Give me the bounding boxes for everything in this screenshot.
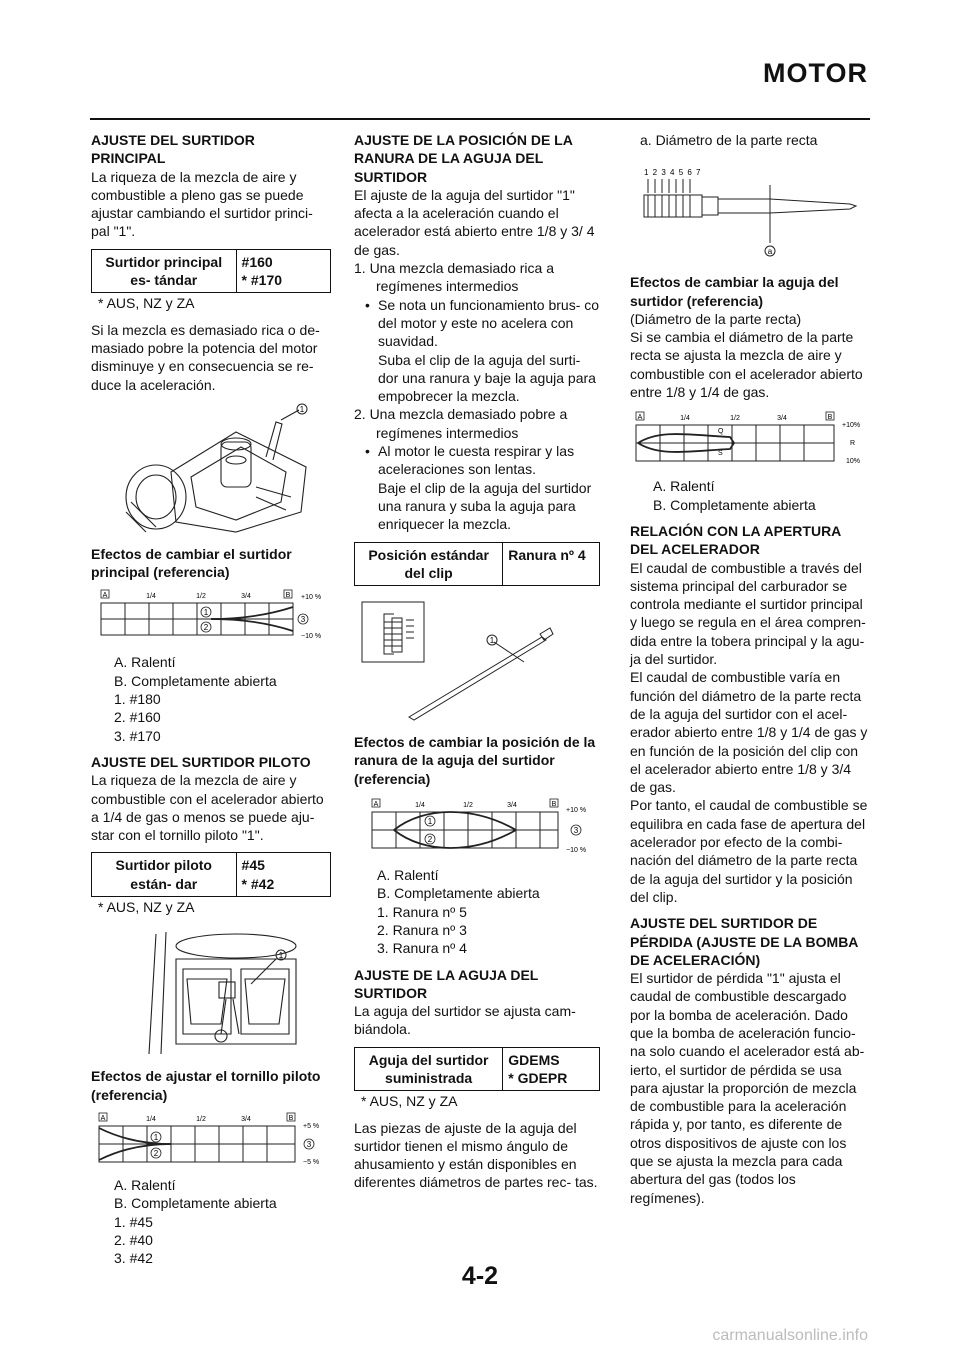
- main-jet-text: La riqueza de la mezcla de aire y combustible a pleno gas se puede ajustar cambiando el surtidor princi- pal "1".: [91, 168, 313, 240]
- legend-item: A. Ralentí: [114, 1176, 176, 1193]
- pilot-jet-spec-table: [91, 852, 331, 897]
- needle-effects-graph: [630, 409, 870, 471]
- pilot-effects-title: Efectos de ajustar el tornillo piloto (referencia): [91, 1068, 321, 1103]
- main-jet-carburetor-illustration: [116, 402, 326, 537]
- graph-label-b: B: [285, 592, 291, 600]
- graph-minus: −10 %: [566, 847, 587, 855]
- graph-minus: −5 %: [303, 1158, 320, 1166]
- graph-callout-3: 3: [300, 615, 306, 625]
- callout-1: 1: [278, 951, 284, 961]
- relation-text-3: Por tanto, el caudal de combustible se equilibra en cada fase de apertura del acelerador por efecto de la combi- nación del diámetro de la parte recta de la aguja del surtidor y la posición del clip.: [630, 797, 868, 905]
- notch-numbers: 1 2 3 4 5 6 7: [644, 168, 702, 178]
- needle-effects-text: Si se cambia el diámetro de la parte recta se ajusta la mezcla de aire y combustible con el acelerador abierto entre 1/8 y 1/4 de gas.: [630, 329, 863, 401]
- header-rule: [90, 118, 870, 120]
- relation-text-1: El caudal de combustible a través del sistema principal del carburador se controla mediante el surtidor principal y luego se regula en el área compren- dida entre la tobera principal y la agu- ja del surtidor.: [630, 559, 866, 668]
- spec-values: [237, 853, 330, 896]
- relation-text-2: El caudal de combustible varía en función del diámetro de la parte recta de la aguja del surtidor con el acel- erador abierto entre 1/8 y 1/4 de gas y en función de la posición del clip con el acelerador abierto entre 1/8 y 3/4 de gas.: [630, 669, 868, 796]
- leak-jet-text: El surtidor de pérdida "1" ajusta el caudal de combustible descargado por la bomba de aceleración. Dado que la bomba de aceleración funcio- na solo cuando el acelerador está ab- ierto, el surtidor de pérdida se usa para ajustar la proporción de mezcla de combustible para la aceleración rápida y, por tanto, es diferente de otros dispositivos de ajuste con los que se ajusta la mezcla para cada abertura del gas (todos los regímenes).: [630, 970, 865, 1206]
- spec-values: [237, 250, 330, 293]
- spec-label: Surtidor principal es- tándar: [92, 250, 237, 293]
- legend-item: A. Ralentí: [653, 478, 715, 495]
- legend-item: 1. #45: [114, 1213, 153, 1230]
- main-jet-effects-graph: [91, 587, 331, 645]
- spec-label: Aguja del surtidor suministrada: [355, 1048, 503, 1091]
- graph-label-half: 1/2: [730, 415, 740, 423]
- column-3: [630, 131, 870, 1215]
- graph-label-half: 1/2: [196, 1115, 206, 1123]
- pilot-jet-text: La riqueza de la mezcla de aire y combustible con el acelerador abierto a 1/4 de gas o menos se puede aju- star con el tornillo piloto "1".: [91, 772, 324, 844]
- jet-needle-clip-illustration: [354, 592, 594, 727]
- graph-callout-1: 1: [153, 1132, 159, 1142]
- callout-1: 1: [489, 636, 495, 646]
- spec-label: Surtidor piloto están- dar: [92, 853, 237, 896]
- spec-label: Posición estándar del clip: [355, 543, 503, 586]
- graph-plus: +10 %: [566, 807, 587, 815]
- list-action: Baje el clip de la aguja del surtidor una ranura y suba la aguja para enriquecer la mezcla.: [378, 479, 592, 533]
- graph-callout-2: 2: [153, 1148, 159, 1158]
- pilot-legend: [91, 1176, 331, 1267]
- legend-item: 3. #170: [114, 727, 161, 744]
- legend-item: B. Completamente abierta: [653, 496, 816, 513]
- graph-label-b: B: [827, 414, 833, 422]
- legend-item: A. Ralentí: [377, 867, 439, 884]
- legend-item: B. Completamente abierta: [114, 1195, 277, 1212]
- pilot-effects-graph: [91, 1110, 331, 1168]
- spec-value-alt: * GDEPR: [508, 1069, 568, 1086]
- graph-label-half: 1/2: [196, 593, 206, 601]
- list-bullet: • Al motor le cuesta respirar y las aceleraciones son lentas.: [354, 442, 600, 479]
- graph-callout-1: 1: [427, 817, 433, 827]
- needle-title: AJUSTE DE LA AGUJA DEL SURTIDOR: [354, 966, 539, 1001]
- pilot-jet-title: AJUSTE DEL SURTIDOR PILOTO: [91, 753, 311, 770]
- callout-1: 1: [299, 404, 305, 414]
- needle-position-list: [354, 259, 600, 533]
- page-header-title: MOTOR: [763, 58, 868, 88]
- graph-plus: +10%: [842, 422, 861, 430]
- legend-item: B. Completamente abierta: [114, 672, 277, 689]
- column-2: [354, 131, 600, 1200]
- callout-a: a: [767, 247, 773, 257]
- needle-text-2: Las piezas de ajuste de la aguja del surtidor tienen el mismo ángulo de ahusamiento y están disponibles en diferentes diámetros de partes rec- tas.: [354, 1119, 598, 1191]
- needle-position-text: El ajuste de la aguja del surtidor "1" afecta a la aceleración cuando el acelerador está abierto entre 1/8 y 3/ 4 de gas.: [354, 186, 595, 258]
- graph-label-a: A: [637, 414, 643, 422]
- needle-text: La aguja del surtidor se ajusta cam- biándola.: [354, 1003, 576, 1038]
- straight-diameter-label: a. Diámetro de la parte recta: [640, 132, 818, 148]
- leak-jet-title: AJUSTE DEL SURTIDOR DE PÉRDIDA (AJUSTE DE LA BOMBA DE ACELERACIÓN): [630, 915, 858, 968]
- needle-effects-title: Efectos de cambiar la aguja del surtidor (referencia): [630, 274, 839, 309]
- graph-label-quarter: 1/4: [680, 415, 690, 423]
- graph-label-a: A: [102, 592, 108, 600]
- legend-item: 2. Ranura nº 3: [377, 921, 467, 938]
- watermark: carmanualsonline.info: [712, 1327, 868, 1344]
- graph-callout-2: 2: [427, 835, 433, 845]
- graph-label-half: 1/2: [463, 802, 473, 810]
- spec-value-alt: * #170: [241, 272, 283, 289]
- clip-effects-graph: [354, 796, 600, 858]
- graph-label-r: R: [850, 440, 856, 448]
- clip-legend: [354, 866, 600, 957]
- graph-callout-1: 1: [203, 608, 209, 618]
- graph-label-three-quarter: 3/4: [777, 415, 787, 423]
- graph-minus: 10%: [846, 458, 861, 466]
- graph-label-b: B: [551, 801, 557, 809]
- needle-effects-subtitle: (Diámetro de la parte recta): [630, 310, 802, 327]
- list-action: Suba el clip de la aguja del surti- dor una ranura y baje la aguja para empobrecer la mezcla.: [378, 351, 596, 405]
- graph-callout-3: 3: [573, 826, 579, 836]
- column-1: [91, 131, 331, 1275]
- clip-spec-table: [354, 542, 600, 587]
- graph-label-three-quarter: 3/4: [241, 593, 251, 601]
- spec-note: * AUS, NZ y ZA: [98, 295, 195, 312]
- legend-item: 3. #42: [114, 1250, 153, 1267]
- graph-label-three-quarter: 3/4: [507, 802, 517, 810]
- legend-item: 1. #180: [114, 691, 161, 708]
- needle-legend: [630, 477, 870, 514]
- spec-value-alt: * #42: [241, 875, 275, 892]
- legend-item: 1. Ranura nº 5: [377, 903, 467, 920]
- rich-mixture-text: Si la mezcla es demasiado rica o de- masiado pobre la potencia del motor disminuye y en consecuencia se re- duce la aceleración.: [91, 321, 320, 393]
- graph-callout-3: 3: [306, 1139, 312, 1149]
- spec-note: * AUS, NZ y ZA: [98, 899, 195, 916]
- graph-plus: +5 %: [303, 1122, 320, 1130]
- spec-value: #160: [241, 253, 273, 270]
- spec-value: #45: [241, 857, 265, 874]
- list-bullet: • Se nota un funcionamiento brus- co del motor y este no acelera con suavidad.: [354, 296, 600, 351]
- graph-label-q: Q: [718, 428, 724, 436]
- legend-item: A. Ralentí: [114, 654, 176, 671]
- legend-item: B. Completamente abierta: [377, 885, 540, 902]
- spec-value: Ranura nº 4: [508, 546, 586, 563]
- page-number: 4-2: [461, 1262, 499, 1290]
- graph-label-a: A: [373, 801, 379, 809]
- main-jet-legend: [91, 653, 331, 744]
- graph-minus: −10 %: [301, 633, 322, 641]
- legend-item: 2. #160: [114, 709, 161, 726]
- graph-callout-2: 2: [203, 623, 209, 633]
- legend-item: 3. Ranura nº 4: [377, 940, 467, 957]
- spec-values: [503, 1048, 599, 1091]
- clip-effects-title: Efectos de cambiar la posición de la ranura de la aguja del surtidor (referencia): [354, 734, 596, 787]
- graph-label-quarter: 1/4: [146, 593, 156, 601]
- main-jet-effects-title: Efectos de cambiar el surtidor principal (referencia): [91, 545, 292, 581]
- graph-label-s: S: [718, 450, 723, 458]
- graph-label-a: A: [100, 1114, 106, 1122]
- relation-title: RELACIÓN CON LA APERTURA DEL ACELERADOR: [630, 522, 841, 558]
- legend-item: 2. #40: [114, 1231, 153, 1248]
- graph-label-three-quarter: 3/4: [241, 1115, 251, 1123]
- list-item: 1. Una mezcla demasiado rica a regímenes intermedios: [354, 260, 554, 295]
- needle-diameter-illustration: [630, 163, 870, 263]
- needle-spec-table: [354, 1047, 600, 1092]
- main-jet-title: AJUSTE DEL SURTIDOR PRINCIPAL: [91, 132, 255, 167]
- spec-note: * AUS, NZ y ZA: [361, 1093, 458, 1110]
- graph-plus: +10 %: [301, 594, 322, 602]
- spec-value: GDEMS: [508, 1051, 560, 1068]
- graph-label-quarter: 1/4: [146, 1115, 156, 1123]
- main-jet-spec-table: [91, 249, 331, 294]
- graph-label-b: B: [288, 1114, 294, 1122]
- graph-label-quarter: 1/4: [415, 802, 425, 810]
- list-item: 2. Una mezcla demasiado pobre a regímenes intermedios: [354, 406, 568, 441]
- pilot-screw-carburetor-illustration: [121, 924, 321, 1059]
- needle-position-title: AJUSTE DE LA POSICIÓN DE LA RANURA DE LA AGUJA DEL SURTIDOR: [354, 132, 573, 185]
